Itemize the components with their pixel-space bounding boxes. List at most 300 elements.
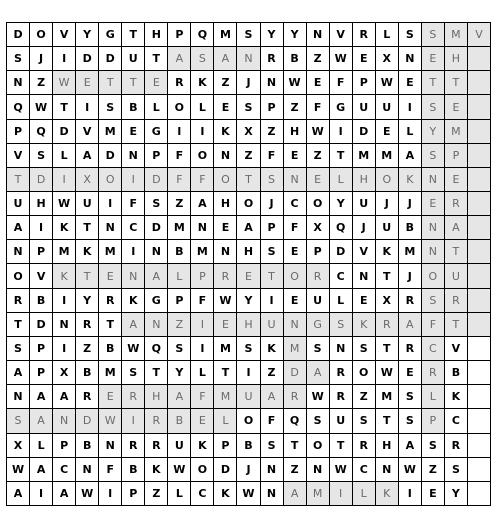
grid-cell[interactable]: I	[122, 240, 145, 264]
grid-cell[interactable]: M	[214, 385, 237, 409]
grid-cell[interactable]: K	[445, 385, 468, 409]
grid-cell[interactable]: Q	[284, 409, 307, 433]
grid-cell[interactable]: D	[99, 144, 122, 168]
grid-cell[interactable]: B	[284, 47, 307, 71]
grid-cell[interactable]: R	[261, 47, 284, 71]
grid-cell[interactable]: I	[261, 289, 284, 313]
grid-cell[interactable]: I	[191, 337, 214, 361]
grid-cell[interactable]: K	[399, 168, 422, 192]
grid-cell[interactable]: T	[284, 434, 307, 458]
grid-cell[interactable]: I	[168, 120, 191, 144]
grid-cell[interactable]: R	[399, 289, 422, 313]
grid-cell[interactable]: E	[422, 482, 445, 506]
grid-cell[interactable]: Z	[307, 144, 330, 168]
grid-cell[interactable]: U	[445, 264, 468, 288]
grid-cell[interactable]: S	[422, 95, 445, 119]
grid-cell[interactable]: K	[53, 216, 76, 240]
grid-cell[interactable]: T	[445, 71, 468, 95]
grid-cell[interactable]: V	[468, 23, 491, 47]
grid-cell[interactable]: P	[353, 71, 376, 95]
grid-cell[interactable]: E	[376, 120, 399, 144]
grid-cell[interactable]: Q	[7, 95, 30, 119]
grid-cell[interactable]: I	[122, 168, 145, 192]
grid-cell[interactable]: S	[353, 337, 376, 361]
grid-cell[interactable]: B	[168, 240, 191, 264]
grid-cell[interactable]: E	[307, 71, 330, 95]
grid-cell[interactable]: N	[307, 23, 330, 47]
grid-cell[interactable]: L	[168, 482, 191, 506]
grid-cell[interactable]: S	[237, 337, 260, 361]
grid-cell[interactable]: C	[284, 192, 307, 216]
grid-cell[interactable]: S	[261, 434, 284, 458]
grid-cell[interactable]: C	[122, 216, 145, 240]
grid-cell[interactable]: A	[76, 144, 99, 168]
grid-cell[interactable]: K	[145, 458, 168, 482]
grid-cell[interactable]: E	[214, 95, 237, 119]
grid-cell[interactable]: L	[422, 385, 445, 409]
grid-cell[interactable]: N	[353, 264, 376, 288]
grid-cell[interactable]: L	[399, 120, 422, 144]
grid-cell[interactable]: J	[237, 458, 260, 482]
grid-cell[interactable]: L	[353, 482, 376, 506]
grid-cell[interactable]: Z	[145, 482, 168, 506]
grid-cell[interactable]: A	[122, 313, 145, 337]
grid-cell[interactable]: M	[399, 240, 422, 264]
grid-cell[interactable]: E	[145, 71, 168, 95]
grid-cell[interactable]: P	[53, 434, 76, 458]
grid-cell[interactable]: S	[30, 144, 53, 168]
grid-cell[interactable]: S	[353, 409, 376, 433]
grid-cell[interactable]: O	[191, 458, 214, 482]
grid-cell[interactable]: Z	[214, 71, 237, 95]
grid-cell[interactable]: D	[76, 47, 99, 71]
grid-cell[interactable]: G	[145, 120, 168, 144]
grid-cell[interactable]: N	[284, 313, 307, 337]
grid-cell[interactable]: G	[99, 23, 122, 47]
grid-cell[interactable]: M	[376, 385, 399, 409]
grid-cell[interactable]: Q	[191, 23, 214, 47]
grid-cell[interactable]: N	[261, 71, 284, 95]
grid-cell[interactable]: J	[353, 216, 376, 240]
grid-cell[interactable]: O	[237, 409, 260, 433]
grid-cell[interactable]: Z	[168, 192, 191, 216]
grid-cell[interactable]: H	[145, 385, 168, 409]
grid-cell[interactable]: A	[53, 482, 76, 506]
grid-cell[interactable]: P	[307, 240, 330, 264]
grid-cell[interactable]: G	[307, 313, 330, 337]
grid-cell[interactable]: V	[330, 23, 353, 47]
grid-cell[interactable]: Z	[284, 458, 307, 482]
grid-cell[interactable]: I	[53, 47, 76, 71]
grid-cell[interactable]: P	[445, 144, 468, 168]
grid-cell[interactable]: N	[53, 313, 76, 337]
grid-cell[interactable]: N	[261, 458, 284, 482]
grid-cell[interactable]: U	[122, 47, 145, 71]
grid-cell[interactable]: S	[168, 337, 191, 361]
grid-cell[interactable]: T	[376, 409, 399, 433]
grid-cell[interactable]: K	[261, 337, 284, 361]
grid-cell[interactable]: A	[399, 434, 422, 458]
grid-cell[interactable]: A	[261, 385, 284, 409]
grid-cell[interactable]: M	[99, 361, 122, 385]
grid-cell[interactable]: M	[284, 337, 307, 361]
grid-cell[interactable]: E	[191, 409, 214, 433]
grid-cell[interactable]: R	[445, 289, 468, 313]
grid-cell[interactable]: L	[330, 168, 353, 192]
grid-cell[interactable]: W	[284, 71, 307, 95]
grid-cell[interactable]: N	[191, 216, 214, 240]
grid-cell[interactable]: I	[99, 192, 122, 216]
grid-cell[interactable]: P	[422, 409, 445, 433]
grid-cell[interactable]: B	[76, 361, 99, 385]
grid-cell[interactable]: H	[30, 192, 53, 216]
grid-cell[interactable]: K	[191, 71, 214, 95]
grid-cell[interactable]	[468, 120, 491, 144]
grid-cell[interactable]: W	[99, 409, 122, 433]
grid-cell[interactable]: Q	[30, 120, 53, 144]
grid-cell[interactable]: J	[399, 264, 422, 288]
grid-cell[interactable]: D	[99, 47, 122, 71]
grid-cell[interactable]: R	[145, 409, 168, 433]
grid-cell[interactable]: U	[7, 192, 30, 216]
grid-cell[interactable]: U	[353, 192, 376, 216]
grid-cell[interactable]: N	[214, 144, 237, 168]
grid-cell[interactable]	[468, 95, 491, 119]
grid-cell[interactable]: M	[307, 482, 330, 506]
grid-cell[interactable]: D	[284, 361, 307, 385]
grid-cell[interactable]: T	[261, 264, 284, 288]
grid-cell[interactable]: H	[284, 120, 307, 144]
grid-cell[interactable]: Z	[76, 337, 99, 361]
grid-cell[interactable]: P	[191, 264, 214, 288]
grid-cell[interactable]: Y	[261, 23, 284, 47]
grid-cell[interactable]: W	[53, 71, 76, 95]
grid-cell[interactable]: M	[214, 23, 237, 47]
grid-cell[interactable]	[468, 144, 491, 168]
grid-cell[interactable]: N	[399, 47, 422, 71]
grid-cell[interactable]: F	[261, 144, 284, 168]
grid-cell[interactable]: B	[99, 337, 122, 361]
grid-cell[interactable]: S	[307, 337, 330, 361]
grid-cell[interactable]: T	[122, 23, 145, 47]
grid-cell[interactable]: V	[7, 144, 30, 168]
grid-cell[interactable]: X	[7, 434, 30, 458]
grid-cell[interactable]: C	[191, 482, 214, 506]
grid-cell[interactable]: B	[122, 95, 145, 119]
grid-cell[interactable]: S	[399, 23, 422, 47]
grid-cell[interactable]: N	[145, 313, 168, 337]
grid-cell[interactable]: M	[376, 144, 399, 168]
grid-cell[interactable]: P	[30, 337, 53, 361]
grid-cell[interactable]: O	[284, 264, 307, 288]
grid-cell[interactable]: D	[30, 168, 53, 192]
grid-cell[interactable]: E	[445, 168, 468, 192]
grid-cell[interactable]: A	[399, 144, 422, 168]
grid-cell[interactable]: E	[214, 313, 237, 337]
grid-cell[interactable]: N	[422, 168, 445, 192]
grid-cell[interactable]: N	[376, 458, 399, 482]
grid-cell[interactable]: D	[353, 120, 376, 144]
grid-cell[interactable]: N	[122, 144, 145, 168]
grid-cell[interactable]: B	[122, 458, 145, 482]
grid-cell[interactable]: C	[353, 458, 376, 482]
grid-cell[interactable]: L	[53, 144, 76, 168]
grid-cell[interactable]: R	[7, 289, 30, 313]
grid-cell[interactable]: H	[237, 313, 260, 337]
grid-cell[interactable]: O	[307, 434, 330, 458]
grid-cell[interactable]: F	[122, 192, 145, 216]
grid-cell[interactable]	[468, 192, 491, 216]
grid-cell[interactable]: A	[445, 216, 468, 240]
grid-cell[interactable]: U	[307, 289, 330, 313]
grid-cell[interactable]: E	[122, 120, 145, 144]
grid-cell[interactable]: Y	[330, 192, 353, 216]
grid-cell[interactable]: N	[53, 409, 76, 433]
grid-cell[interactable]: R	[353, 23, 376, 47]
grid-cell[interactable]: O	[307, 192, 330, 216]
grid-cell[interactable]: B	[237, 434, 260, 458]
grid-cell[interactable]: S	[237, 23, 260, 47]
grid-cell[interactable]: I	[53, 289, 76, 313]
grid-cell[interactable]: V	[53, 23, 76, 47]
grid-cell[interactable]: B	[399, 216, 422, 240]
grid-cell[interactable]: X	[237, 120, 260, 144]
grid-cell[interactable]: P	[122, 482, 145, 506]
grid-cell[interactable]: O	[7, 264, 30, 288]
grid-cell[interactable]: S	[422, 434, 445, 458]
grid-cell[interactable]: J	[237, 71, 260, 95]
grid-cell[interactable]: D	[214, 458, 237, 482]
grid-cell[interactable]	[468, 264, 491, 288]
grid-cell[interactable]: N	[261, 482, 284, 506]
grid-cell[interactable]: R	[122, 434, 145, 458]
grid-cell[interactable]: F	[168, 168, 191, 192]
grid-cell[interactable]: O	[422, 264, 445, 288]
grid-cell[interactable]: U	[330, 409, 353, 433]
grid-cell[interactable]: N	[7, 71, 30, 95]
grid-cell[interactable]: X	[307, 216, 330, 240]
grid-cell[interactable]: P	[168, 23, 191, 47]
grid-cell[interactable]: H	[145, 23, 168, 47]
grid-cell[interactable]: I	[99, 482, 122, 506]
grid-cell[interactable]: E	[422, 192, 445, 216]
grid-cell[interactable]: K	[376, 240, 399, 264]
grid-cell[interactable]: N	[99, 434, 122, 458]
grid-cell[interactable]: U	[168, 434, 191, 458]
grid-cell[interactable]: R	[307, 264, 330, 288]
grid-cell[interactable]: L	[191, 361, 214, 385]
grid-cell[interactable]: Z	[284, 95, 307, 119]
grid-cell[interactable]: V	[30, 264, 53, 288]
grid-cell[interactable]: Y	[445, 482, 468, 506]
grid-cell[interactable]: R	[330, 361, 353, 385]
grid-cell[interactable]: Z	[30, 71, 53, 95]
grid-cell[interactable]: M	[353, 144, 376, 168]
grid-cell[interactable]: L	[330, 289, 353, 313]
grid-cell[interactable]: D	[30, 313, 53, 337]
grid-cell[interactable]: D	[145, 168, 168, 192]
grid-cell[interactable]: W	[307, 120, 330, 144]
grid-cell[interactable]: I	[330, 482, 353, 506]
grid-cell[interactable]: S	[145, 192, 168, 216]
grid-cell[interactable]: J	[376, 192, 399, 216]
grid-cell[interactable]: E	[445, 95, 468, 119]
grid-cell[interactable]: Z	[261, 361, 284, 385]
grid-cell[interactable]: R	[330, 385, 353, 409]
grid-cell[interactable]: S	[7, 47, 30, 71]
grid-cell[interactable]: R	[399, 337, 422, 361]
grid-cell[interactable]: X	[76, 168, 99, 192]
grid-cell[interactable]: K	[53, 264, 76, 288]
grid-cell[interactable]: W	[30, 95, 53, 119]
grid-cell[interactable]: N	[7, 240, 30, 264]
grid-cell[interactable]: O	[237, 192, 260, 216]
grid-cell[interactable]	[468, 168, 491, 192]
grid-cell[interactable]: B	[168, 409, 191, 433]
grid-cell[interactable]: X	[53, 361, 76, 385]
grid-cell[interactable]: N	[145, 240, 168, 264]
grid-cell[interactable]	[468, 240, 491, 264]
grid-cell[interactable]: T	[145, 47, 168, 71]
grid-cell[interactable]: Z	[307, 47, 330, 71]
grid-cell[interactable]: B	[445, 361, 468, 385]
grid-cell[interactable]	[468, 458, 491, 482]
grid-cell[interactable]	[468, 385, 491, 409]
grid-cell[interactable]: K	[353, 313, 376, 337]
grid-cell[interactable]: G	[330, 95, 353, 119]
grid-cell[interactable]: I	[76, 95, 99, 119]
grid-cell[interactable]: R	[168, 71, 191, 95]
grid-cell[interactable]: F	[99, 458, 122, 482]
grid-cell[interactable]	[468, 289, 491, 313]
grid-cell[interactable]: T	[445, 313, 468, 337]
grid-cell[interactable]: W	[307, 385, 330, 409]
grid-cell[interactable]: K	[76, 240, 99, 264]
grid-cell[interactable]: E	[399, 361, 422, 385]
grid-cell[interactable]: W	[122, 337, 145, 361]
grid-cell[interactable]: R	[422, 361, 445, 385]
grid-cell[interactable]: P	[30, 240, 53, 264]
grid-cell[interactable]: L	[145, 95, 168, 119]
grid-cell[interactable]: A	[191, 192, 214, 216]
grid-cell[interactable]: N	[330, 337, 353, 361]
grid-cell[interactable]: O	[99, 168, 122, 192]
grid-cell[interactable]: T	[99, 71, 122, 95]
grid-cell[interactable]: S	[422, 23, 445, 47]
grid-cell[interactable]: Y	[76, 23, 99, 47]
grid-cell[interactable]: M	[99, 120, 122, 144]
grid-cell[interactable]: A	[145, 264, 168, 288]
grid-cell[interactable]: Z	[261, 120, 284, 144]
grid-cell[interactable]: C	[53, 458, 76, 482]
grid-cell[interactable]: K	[214, 482, 237, 506]
grid-cell[interactable]: F	[422, 313, 445, 337]
grid-cell[interactable]: F	[261, 409, 284, 433]
grid-cell[interactable]: R	[445, 434, 468, 458]
grid-cell[interactable]: P	[145, 144, 168, 168]
grid-cell[interactable]: T	[7, 168, 30, 192]
grid-cell[interactable]: B	[30, 289, 53, 313]
grid-cell[interactable]: D	[53, 120, 76, 144]
grid-cell[interactable]: W	[376, 361, 399, 385]
grid-cell[interactable]: C	[422, 337, 445, 361]
grid-cell[interactable]: H	[237, 240, 260, 264]
grid-cell[interactable]: U	[261, 313, 284, 337]
grid-cell[interactable]: T	[330, 434, 353, 458]
grid-cell[interactable]: S	[399, 409, 422, 433]
grid-cell[interactable]: N	[422, 240, 445, 264]
grid-cell[interactable]: S	[99, 95, 122, 119]
grid-cell[interactable]: W	[76, 482, 99, 506]
grid-cell[interactable]: O	[353, 361, 376, 385]
grid-cell[interactable]: E	[284, 144, 307, 168]
grid-cell[interactable]: F	[284, 216, 307, 240]
grid-cell[interactable]: S	[7, 337, 30, 361]
grid-cell[interactable]: Y	[76, 289, 99, 313]
grid-cell[interactable]: I	[399, 482, 422, 506]
grid-cell[interactable]: F	[191, 289, 214, 313]
grid-cell[interactable]: M	[168, 216, 191, 240]
grid-cell[interactable]: Z	[237, 144, 260, 168]
grid-cell[interactable]: C	[330, 264, 353, 288]
grid-cell[interactable]: A	[30, 409, 53, 433]
grid-cell[interactable]: P	[214, 434, 237, 458]
grid-cell[interactable]: S	[122, 361, 145, 385]
grid-cell[interactable]: M	[445, 120, 468, 144]
grid-cell[interactable]: U	[237, 385, 260, 409]
grid-cell[interactable]: K	[122, 289, 145, 313]
grid-cell[interactable]: E	[284, 240, 307, 264]
grid-cell[interactable]: I	[330, 120, 353, 144]
grid-cell[interactable]: T	[376, 264, 399, 288]
grid-cell[interactable]: N	[76, 458, 99, 482]
grid-cell[interactable]: S	[330, 313, 353, 337]
grid-cell[interactable]: I	[30, 482, 53, 506]
grid-cell[interactable]: P	[261, 216, 284, 240]
grid-cell[interactable]: W	[214, 289, 237, 313]
grid-cell[interactable]: N	[99, 216, 122, 240]
grid-cell[interactable]: N	[122, 264, 145, 288]
grid-cell[interactable]: W	[168, 458, 191, 482]
grid-cell[interactable]	[468, 482, 491, 506]
grid-cell[interactable]: I	[191, 313, 214, 337]
grid-cell[interactable]: R	[145, 434, 168, 458]
grid-cell[interactable]: V	[76, 120, 99, 144]
grid-cell[interactable]: P	[7, 120, 30, 144]
grid-cell[interactable]: L	[191, 95, 214, 119]
grid-cell[interactable]: R	[214, 264, 237, 288]
grid-cell[interactable]: W	[330, 458, 353, 482]
grid-cell[interactable]: A	[168, 385, 191, 409]
grid-cell[interactable]: U	[376, 216, 399, 240]
grid-cell[interactable]: T	[53, 95, 76, 119]
grid-cell[interactable]	[468, 313, 491, 337]
grid-cell[interactable]: W	[330, 47, 353, 71]
grid-cell[interactable]: P	[30, 361, 53, 385]
grid-cell[interactable]: T	[330, 144, 353, 168]
grid-cell[interactable]: T	[76, 264, 99, 288]
grid-cell[interactable]: F	[191, 168, 214, 192]
grid-cell[interactable]	[468, 47, 491, 71]
grid-cell[interactable]: L	[214, 409, 237, 433]
grid-cell[interactable]: X	[376, 47, 399, 71]
grid-cell[interactable]: S	[399, 385, 422, 409]
grid-cell[interactable]: K	[376, 482, 399, 506]
grid-cell[interactable]: A	[30, 385, 53, 409]
grid-cell[interactable]: W	[53, 192, 76, 216]
grid-cell[interactable]: W	[376, 71, 399, 95]
grid-cell[interactable]: S	[237, 95, 260, 119]
